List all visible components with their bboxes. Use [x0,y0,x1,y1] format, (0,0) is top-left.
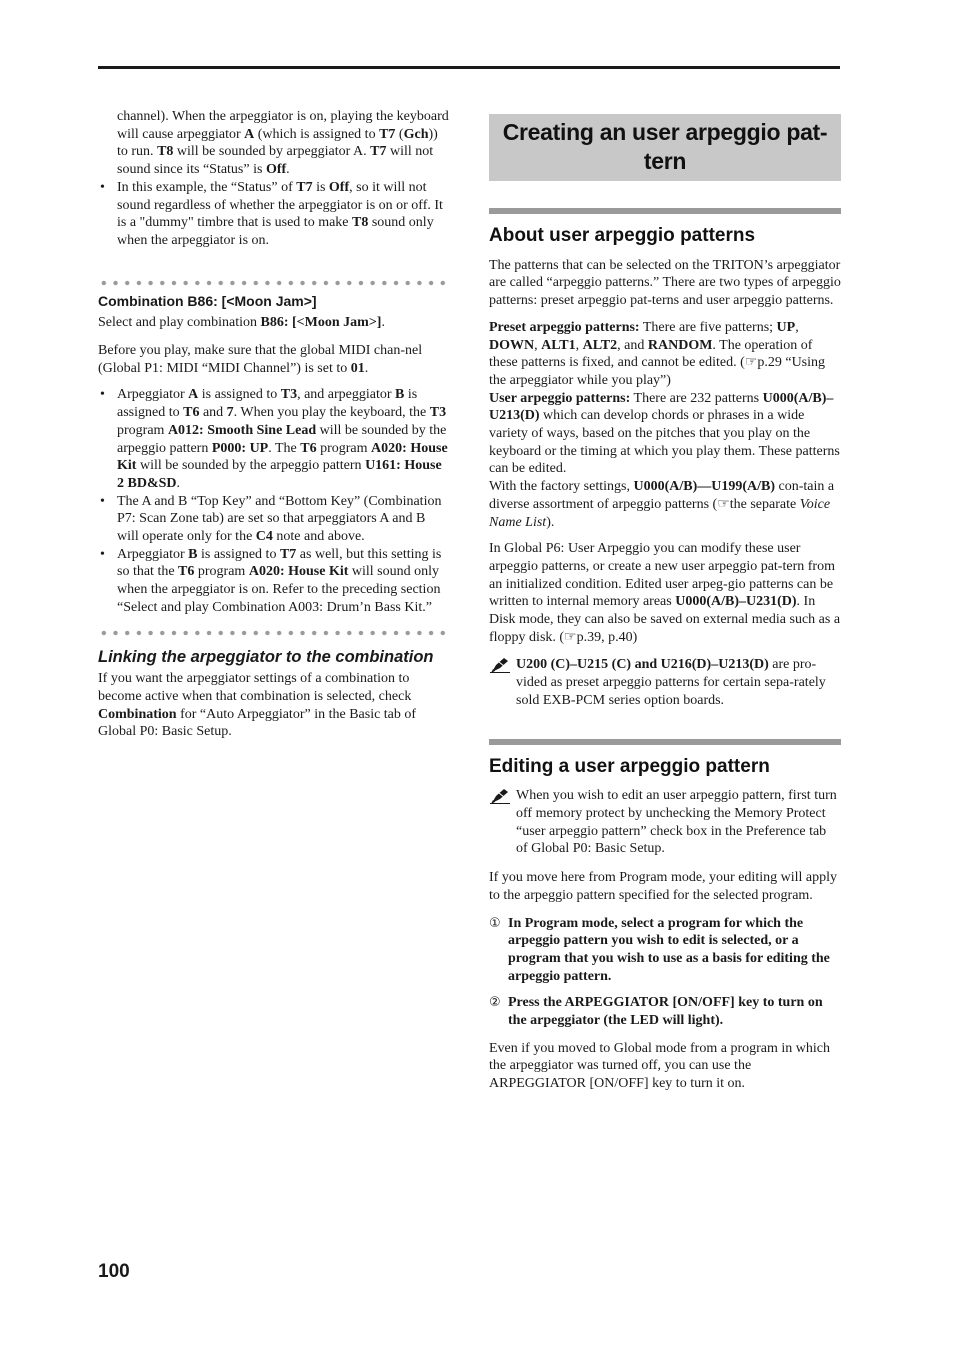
text: program [316,440,372,456]
text: The A and B “Top Key” and “Bottom Key” (Combination P7: Scan Zone tab) are set so that arpeggiators A and B will operate only for the [117,493,442,545]
preset-paragraph [489,319,841,390]
text: When you wish to edit an user arpeggio pattern, first turn off memory protect by unchecking the Memory Protect “user arpeggio pattern” check box in the Preference tab of Global P0: Basic Setup. [516,788,837,857]
final-paragraph: Even if you moved to Global mode from a program in which the arpeggiator was turned off, you can use the ARPEGGIATOR [ON/OFF] key to turn it on. [489,1040,830,1092]
text: program [117,422,168,438]
text: will not sound since its “Status” is [117,144,434,178]
list-item [98,179,450,250]
text: ( [395,126,404,142]
bold-text: 7 [226,405,234,421]
bold-text: A [188,387,199,403]
text: (which is assigned to [254,126,380,142]
bold-text: T7 [370,144,387,160]
text: will be sounded by the arpeggio pattern [117,422,447,456]
text: . The operation of these patterns is fixed, and cannot be edited. (☞p.29 “Using the arpeggiator while you play”) [489,337,826,388]
bold-text: A [244,126,255,142]
pencil-note-icon [490,657,510,673]
bold-text: ALT2 [582,337,618,353]
text: , and arpeggiator [297,387,396,403]
bold-text: A020: House Kit [117,440,448,474]
bold-text: A020: House Kit [248,564,349,580]
text: If you want the arpeggiator settings of a combination to become active when that combination is selected, check [98,671,412,704]
bold-text: B [188,546,198,562]
section-rule [489,208,841,214]
text: . The [268,440,301,456]
user-paragraph [489,390,841,479]
linking-paragraph [98,670,450,741]
text: Before you play, make sure that the global MIDI chan-nel (Global P1: MIDI “MIDI Channel”) is set to [98,343,423,376]
bold-text: Off [265,162,287,178]
dotted-divider [98,280,450,286]
bold-text: T7 [279,546,297,562]
bold-text: Off [328,179,350,195]
text: is assigned to [198,387,281,403]
text: There are 232 patterns [630,390,763,406]
bold-text: UP [776,319,796,335]
step-number: ① [489,915,501,931]
bold-text: DOWN [489,337,535,353]
text: , [575,337,583,353]
list-item [98,386,450,492]
bold-text: Preset arpeggio patterns: [489,319,640,335]
bold-text: RANDOM [647,337,713,353]
dotted-divider [98,630,450,636]
text: . [286,162,290,178]
text: channel). When the arpeggiator is on, playing the keyboard will cause arpeggiator [117,109,449,142]
combination-heading: Combination B86: [<Moon Jam>] [98,292,317,309]
bold-text: T7 [296,179,313,195]
midi-paragraph [98,342,450,377]
text: will be sounded by arpeggiator A. [173,144,371,160]
text: )) to run. [117,126,438,160]
text: Arpeggiator [117,546,189,562]
text: , [795,319,799,335]
step-item [489,994,841,1029]
linking-heading: Linking the arpeggiator to the combination [98,647,434,666]
text: In Global P6: User Arpeggio you can modify these user arpeggio patterns, or create a new user arpeggio pat-tern from an initialized condition. Edited user arpeg-gio patterns can be written to internal memory areas [489,541,835,610]
text: , so it will not sound regardless of whether the arpeggiator is on or off. It is a "dummy" timbre that is used to make [117,179,443,231]
text: note and above. [272,529,365,545]
text: In this example, the “Status” of [117,179,297,195]
bold-text: T3 [280,387,298,403]
text: There are five patterns; [639,319,777,335]
right-column [489,114,841,1093]
top-rule [98,66,840,69]
bold-text: Combination [98,706,177,722]
text: sound only when the arpeggiator is on. [117,215,434,248]
about-paragraph: The patterns that can be selected on the TRITON’s arpeggiator are called “arpeggio patterns.” There are two types of arpeggio patterns: preset arpeggio pat-terns and user arpeggio patterns. [489,257,841,309]
bold-text: User arpeggio patterns: [489,390,631,406]
step-number: ② [489,995,501,1011]
bold-text: B86: [<Moon Jam>] [260,315,382,331]
global-paragraph [489,540,841,646]
bold-text: 01 [350,360,365,376]
chapter-title: Creating an user arpeggio pat-tern [489,114,841,181]
bold-text: U161: House 2 BD&SD [117,458,442,491]
text: and [199,405,227,421]
bold-text: T8 [157,144,174,160]
section-title-editing: Editing a user arpeggio pattern [489,755,770,777]
continuation-paragraph [98,108,450,179]
bold-text: T6 [300,440,317,456]
bold-text: T6 [178,564,195,580]
bold-text: T7 [379,126,396,142]
note [489,656,841,709]
bold-text: P000: UP [211,440,269,456]
text: will be sounded by the arpeggio pattern [136,458,366,474]
text: is assigned to [117,387,418,421]
pencil-note-icon [490,788,510,804]
bold-text: Gch [403,126,429,142]
select-paragraph [98,314,450,332]
bold-text: U000(A/B)—U199(A/B) [633,479,776,495]
bold-text: ALT1 [541,337,576,353]
text: will sound only when the arpeggiator is on. Refer to the preceding section “Select and play Combination A003: Drum’n Bass Kit.” [117,564,441,615]
bold-text: U200 (C)–U215 (C) and U216(D)–U213(D) [516,657,769,673]
text: , [534,337,542,353]
left-column [98,108,450,741]
text: which can develop chords or phrases in a wide variety of ways, based on the pitches that you play on the keyboard or the timing at which you play them. These patterns can be edited. [489,408,840,477]
text: . [381,315,385,331]
section-title-about: About user arpeggio patterns [489,225,756,246]
page-number: 100 [98,1261,130,1282]
text: In Program mode, select a program for which the arpeggio pattern you wish to edit is selected, or a program that you wish to use as a basis for editing the arpeggio pattern. [508,915,830,984]
factory-paragraph [489,478,841,531]
edit-paragraph: If you move here from Program mode, your editing will apply to the arpeggio pattern specified for the selected program. [489,870,837,903]
text: for “Auto Arpeggiator” in the Basic tab of Global P0: Basic Setup. [98,706,417,740]
bold-text: T6 [183,405,200,421]
bold-text: U000(A/B)–U231(D) [675,594,797,610]
note [489,787,841,858]
section-rule [489,739,841,745]
bold-text: T8 [352,215,369,231]
text: program [194,564,249,580]
bold-text: A012: Smooth Sine Lead [167,422,317,438]
bold-text: T3 [429,405,447,421]
list-item [98,493,450,546]
text: Select and play combination [98,315,261,331]
text: ). [546,514,555,530]
bold-text: B [395,387,405,403]
text: is assigned to [197,546,280,562]
text: Press the ARPEGGIATOR [ON/OFF] key to turn on the arpeggiator (the LED will light). [508,995,823,1029]
bold-text: U000(A/B)–U213(D) [489,390,834,424]
text: . [364,360,369,376]
bold-text: C4 [255,529,273,545]
status-bullet-list [98,179,450,250]
text: is [312,179,329,195]
text: , and [617,337,648,353]
text: con-tain a diverse assortment of arpeggio patterns (☞the separate [489,479,835,512]
text: are pro-vided as preset arpeggio patterns for certain sepa-rately sold EXB-PCM series option boards. [516,657,826,708]
combination-bullet-list [98,386,450,616]
text: With the factory settings, [489,479,634,495]
step-item [489,915,841,986]
italic-text: Voice Name List [489,496,831,530]
text: . [176,475,181,491]
text: as well, but this setting is so that the [117,546,442,580]
text: . In Disk mode, they can also be saved on external media such as a floppy disk. (☞p.39, p.40) [489,594,841,645]
text: Arpeggiator [117,387,189,403]
text: . When you play the keyboard, the [233,405,430,421]
list-item [98,546,450,617]
